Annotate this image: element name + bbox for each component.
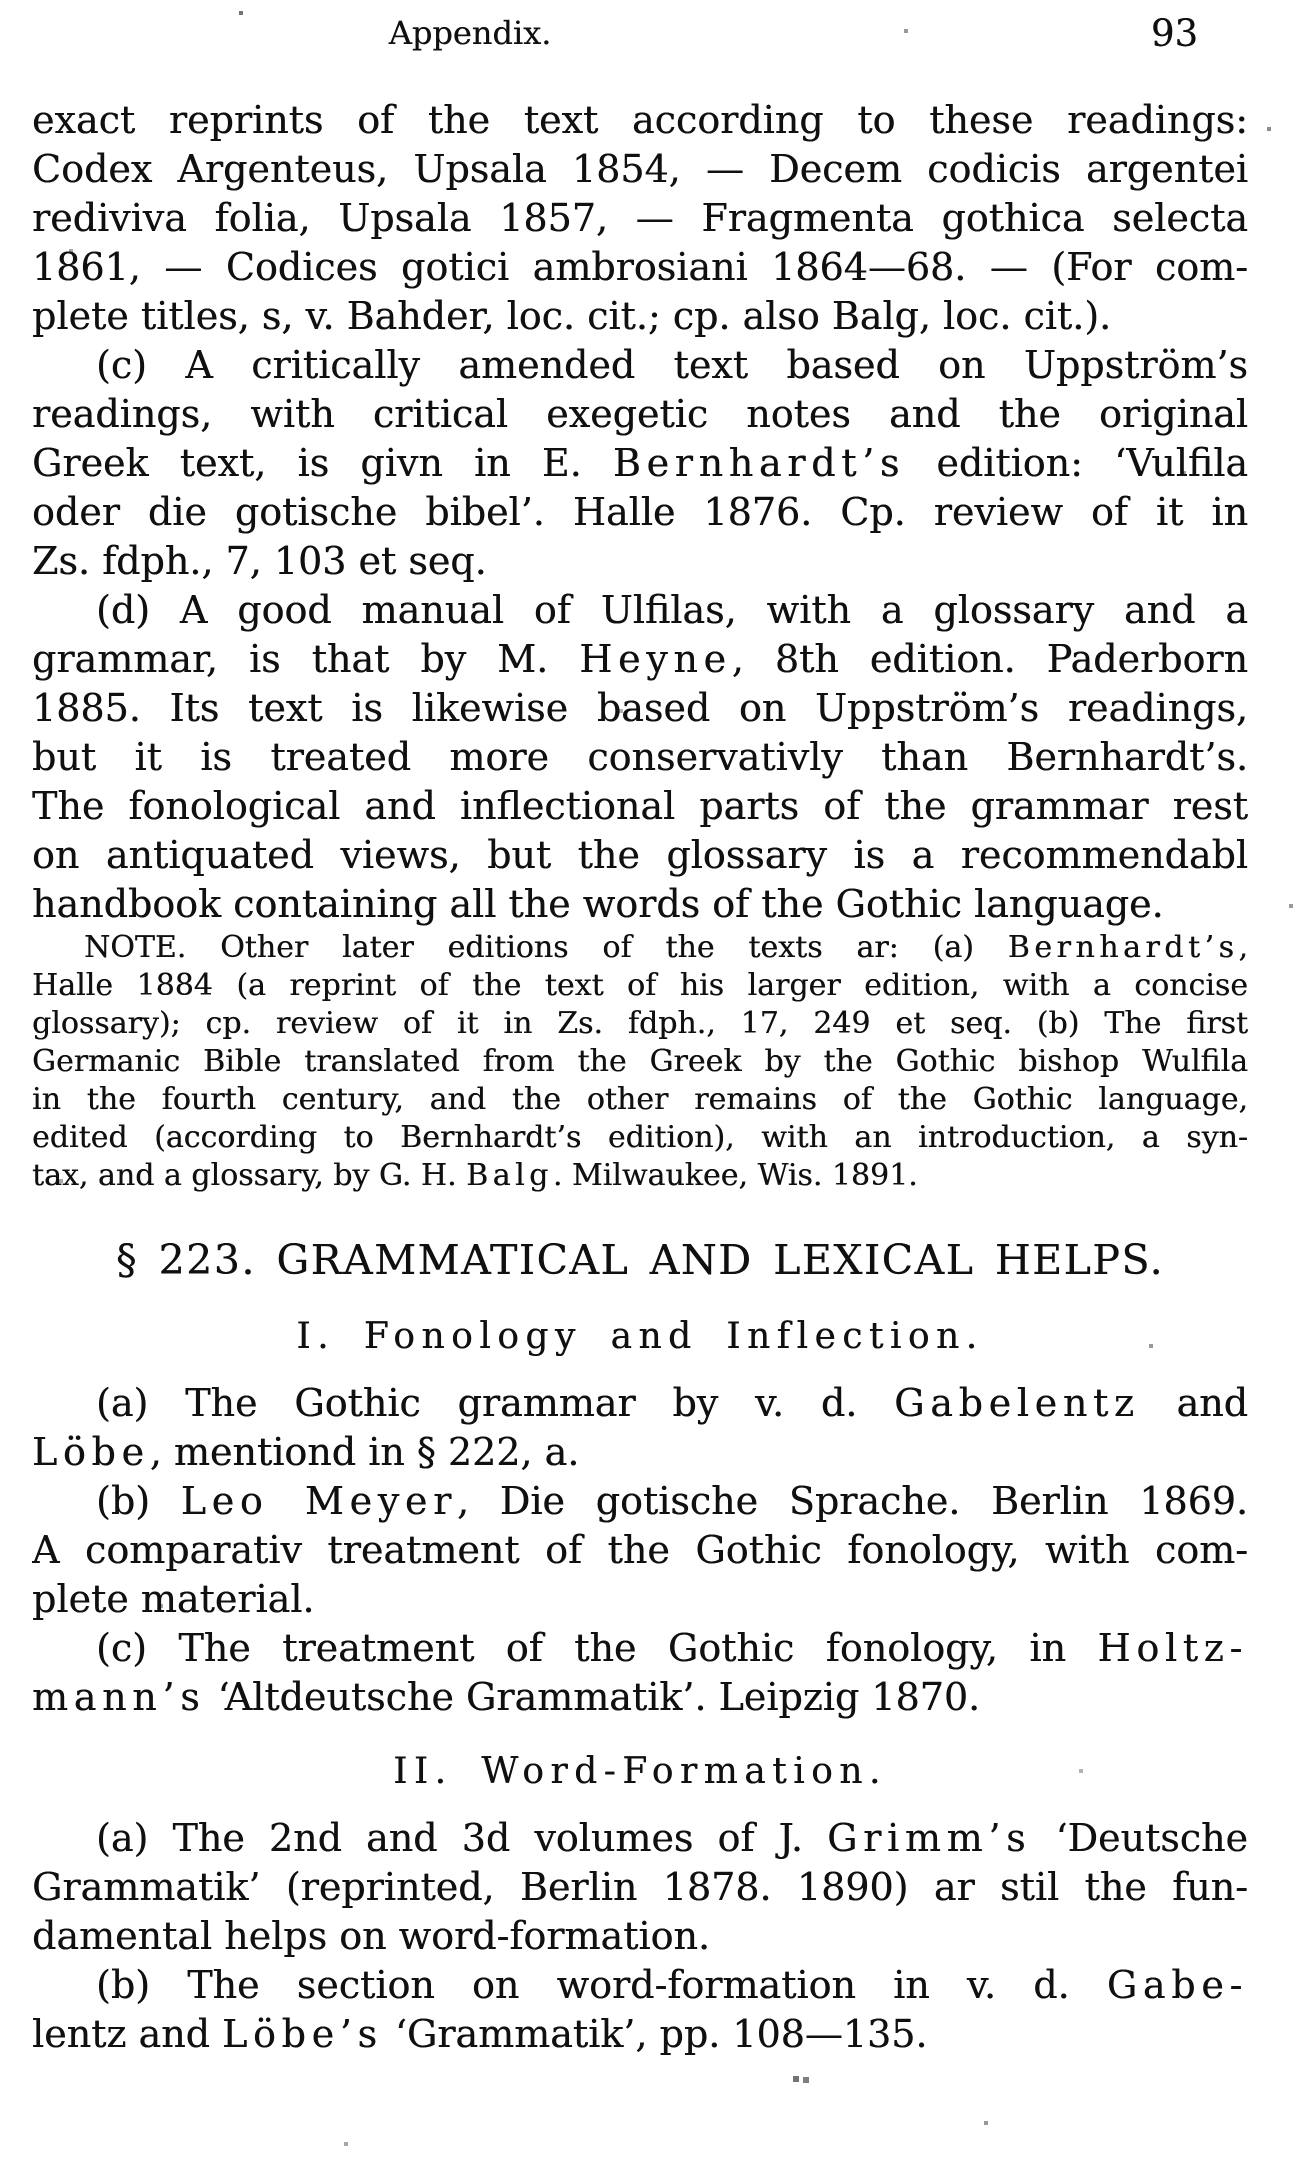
- text-line: tax, and a glossary, by G. H. Balg. Milwaukee, Wis. 1891.: [32, 1158, 918, 1193]
- letterspaced-name: mann’s: [32, 1675, 206, 1719]
- text-line: rediviva folia, Upsala 1857, — Fragmenta gothica selecta: [32, 196, 1248, 240]
- running-head: [0, 0, 1314, 64]
- text-line: on antiquated views, but the glossary is a recommendabl: [32, 833, 1248, 877]
- text-line: lentz and Löbe’s ‘Grammatik’, pp. 108—135.: [32, 2012, 928, 2056]
- text-line: (b) Leo Meyer, Die gotische Sprache. Berlin 1869.: [96, 1479, 1248, 1523]
- paragraph: [32, 96, 1248, 341]
- letterspaced-name: Balg: [466, 1158, 553, 1193]
- paragraph: [32, 1379, 1248, 1477]
- text-line: Germanic Bible translated from the Greek by the Gothic bishop Wulfila: [32, 1044, 1248, 1079]
- paragraph: [32, 586, 1248, 929]
- running-title: Appendix.: [388, 14, 552, 52]
- letterspaced-name: Löbe’s: [222, 2012, 383, 2056]
- text-line: Greek text, is givn in E. Bernhardt’s edition: ‘Vulfila: [32, 441, 1248, 485]
- subheading: I. Fonology and Inflection.: [296, 1316, 984, 1357]
- letterspaced-name: Heyne: [579, 637, 732, 681]
- text-line: but it is treated more conservativly than Bernhardt’s.: [32, 735, 1248, 779]
- text-line: (a) The Gothic grammar by v. d. Gabelentz and: [96, 1381, 1248, 1425]
- text-line: Codex Argenteus, Upsala 1854, — Decem codicis argentei: [32, 147, 1248, 191]
- text-line: oder die gotische bibel’. Halle 1876. Cp. review of it in: [32, 490, 1248, 534]
- letterspaced-name: Holtz-: [1097, 1626, 1248, 1670]
- text-line: Grammatik’ (reprinted, Berlin 1878. 1890) ar stil the fun-: [32, 1865, 1248, 1909]
- letterspaced-name: Gabelentz: [894, 1381, 1140, 1425]
- page-number: 93: [1150, 12, 1198, 55]
- text-line: (d) A good manual of Ulfilas, with a glossary and a: [96, 588, 1248, 632]
- text-line: plete titles, s, v. Bahder, loc. cit.; cp. also Balg, loc. cit.).: [32, 294, 1112, 338]
- text-line: Halle 1884 (a reprint of the text of his larger edition, with a concise: [32, 968, 1248, 1003]
- letterspaced-name: Leo Meyer: [180, 1479, 457, 1523]
- subheading: II. Word-Formation.: [393, 1751, 887, 1792]
- text-line: The fonological and inflectional parts of the grammar rest: [32, 784, 1248, 828]
- text-line: (b) The section on word-formation in v. d. Gabe-: [96, 1963, 1248, 2007]
- content: [32, 96, 1248, 2059]
- letterspaced-name: Löbe: [32, 1430, 150, 1474]
- text-line: (c) The treatment of the Gothic fonology, in Holtz-: [96, 1626, 1248, 1670]
- text-line: Löbe, mentiond in § 222, a.: [32, 1430, 580, 1474]
- text-line: mann’s ‘Altdeutsche Grammatik’. Leipzig 1870.: [32, 1675, 981, 1719]
- section-heading: § 223. GRAMMATICAL AND LEXICAL HELPS.: [115, 1236, 1165, 1284]
- text-line: NOTE. Other later editions of the texts ar: (a) Bernhardt’s,: [84, 930, 1248, 965]
- text-line: exact reprints of the text according to these readings:: [32, 98, 1248, 142]
- text-line: handbook containing all the words of the Gothic language.: [32, 882, 1164, 926]
- text-line: (c) A critically amended text based on Uppström’s: [96, 343, 1248, 387]
- text-line: glossary); cp. review of it in Zs. fdph., 17, 249 et seq. (b) The first: [32, 1006, 1248, 1041]
- text-line: A comparativ treatment of the Gothic fonology, with com-: [32, 1528, 1248, 1572]
- text-line: in the fourth century, and the other remains of the Gothic language,: [32, 1082, 1248, 1117]
- text-line: damental helps on word-formation.: [32, 1914, 710, 1958]
- text-line: (a) The 2nd and 3d volumes of J. Grimm’s ‘Deutsche: [96, 1816, 1248, 1860]
- paragraph: [32, 1477, 1248, 1624]
- text-line: grammar, is that by M. Heyne, 8th edition. Paderborn: [32, 637, 1248, 681]
- note-paragraph: [32, 929, 1248, 1195]
- paragraph: [32, 341, 1248, 586]
- letterspaced-name: Bernhardt’s: [612, 441, 906, 485]
- letterspaced-name: Grimm’s: [827, 1816, 1032, 1860]
- paragraph: [32, 1624, 1248, 1722]
- letterspaced-name: Gabe-: [1106, 1963, 1248, 2007]
- text-line: plete material.: [32, 1577, 315, 1621]
- text-line: 1885. Its text is likewise based on Uppström’s readings,: [32, 686, 1248, 730]
- text-line: readings, with critical exegetic notes and the original: [32, 392, 1248, 436]
- text-line: Zs. fdph., 7, 103 et seq.: [32, 539, 487, 583]
- letterspaced-name: Bernhardt’s: [1007, 930, 1239, 965]
- text-line: 1861, — Codices gotici ambrosiani 1864—68. — (For com-: [32, 245, 1248, 289]
- text-line: edited (according to Bernhardt’s edition), with an introduction, a syn-: [32, 1120, 1248, 1155]
- paragraph: [32, 1814, 1248, 2059]
